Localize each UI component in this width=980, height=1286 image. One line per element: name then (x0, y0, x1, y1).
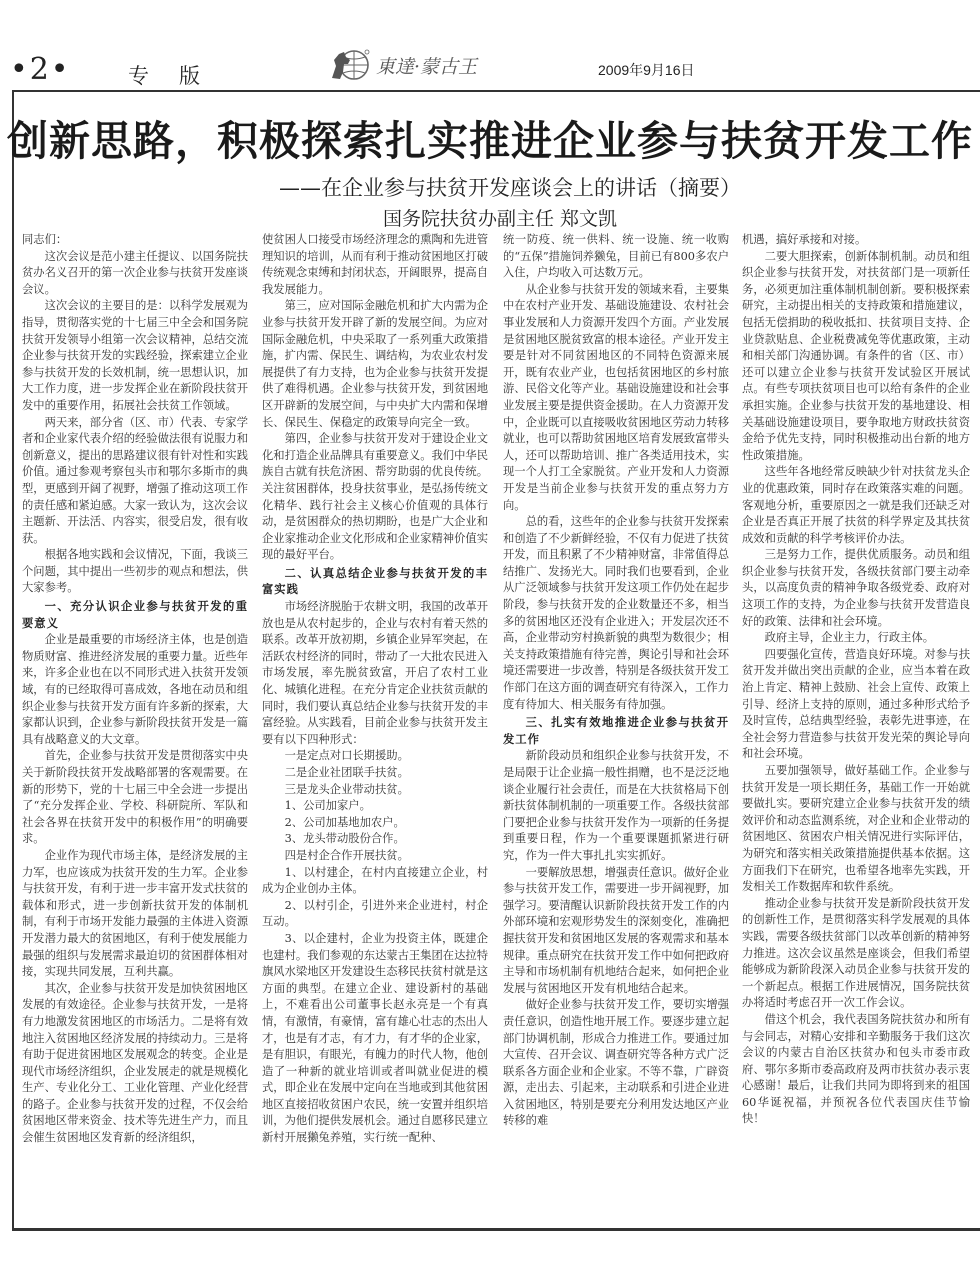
paragraph: 使贫困人口接受市场经济理念的熏陶和先进管理知识的培训，从而有利于推动贫困地区打破传统观念束缚和封闭状态，开阔眼界，提高自我发展能力。 (262, 233, 488, 296)
paragraph: 政府主导，企业主力，行政主体。 (764, 631, 935, 645)
paragraph: 总的看，这些年的企业参与扶贫开发探索和创造了不少新鲜经验，不仅有力促进了扶贫开发，而且积累了不少精神财富，非常值得总结推广、发扬光大。同时我们也要看到，企业从广泛领域参与扶贫开发这项工作仍处在起步阶段，参与扶贫开发的企业数量还不多，相当多的贫困地区还没有企业进入；开发层次还不高，企业带动穷村换新貌的典型为数很少；相关支持政策措施有待完善，舆论引导和社会环境还需要进一步改善，特别是各级扶贫开发工作部门在这方面的调查研究有待深入，工作力度有待加大、相关服务有待加强。 (503, 515, 729, 711)
section-heading: 二、认真总结企业参与扶贫开发的丰富实践 (262, 566, 488, 597)
article-column-2 (262, 232, 488, 1147)
article-author: 国务院扶贫办副主任 郑文凯 (382, 208, 618, 230)
page-number: •2• (10, 52, 71, 87)
paragraph: 推动企业参与扶贫开发是新阶段扶贫开发的创新性工作，是贯彻落实科学发展观的具体实践，需要各级扶贫部门以改革创新的精神努力推进。这次会议虽然是座谈会，但我们希望能够成为新阶段深入动员企业参与扶贫开发的一个新起点。根据工作进展情况，国务院扶贫办将适时考虑召开一次工作会议。 (742, 896, 970, 1010)
paragraph: 机遇，搞好承接和对接。 (742, 233, 867, 246)
paragraph: 3、以企建村，企业为投资主体，既建企也建村。我们参观的东达蒙古王集团在达拉特旗风水梁地区开发建设生态移民扶贫村就是这方面的典型。在建立企业、建设新村的基础上，不难看出公司董事长赵永亮是一个有真情，有激情，有豪情，富有雄心壮志的杰出人才，也是有才志，有才力，有才华的企业家，是有胆识，有眼光，有魄力的时代人物，他创造了一种新的就业培训或者叫就业促进的模式，即企业在发展中定向在当地或到其他贫困地区直接招收贫困户农民，统一安置并组织培训，为他们提供发展机会。通过自愿移民建立新村开展獭兔养殖，实行统一配种、 (262, 931, 488, 1145)
paragraph: 新阶段动员和组织企业参与扶贫开发，不是局限于让企业搞一般性捐赠，也不是泛泛地谈企业履行社会责任，而是在大扶贫格局下创新扶贫体制机制的一项重要工作。各级扶贫部门要把企业参与扶贫开发作为一项新的任务提到重要日程，作为一个重要课题抓紧进行研究，作为一件大事扎扎实实抓好。 (503, 749, 729, 862)
paragraph: 首先，企业参与扶贫开发是贯彻落实中央关于新阶段扶贫开发战略部署的客观需要。在新的形势下，党的十七届三中全会进一步提出了“充分发挥企业、学校、科研院所、军队和社会各界在扶贫开发中的积极作用”的明确要求。 (22, 749, 248, 846)
logo-text: 東達·蒙古王 (376, 55, 478, 78)
paragraph: 这些年各地经常反映缺少针对扶贫龙头企业的优惠政策，同时存在政策落实难的问题。客观地分析，重要原因之一就是我们还缺乏对企业是否真正开展了扶贫的科学界定及其扶贫成效和贡献的科学考核评价办法。 (742, 465, 970, 545)
article-subtitle: ——在企业参与扶贫开发座谈会上的讲话（摘要） (279, 176, 741, 200)
paragraph: 一要解放思想，增强责任意识。做好企业参与扶贫开发工作，需要进一步开阔视野，加强学习。要清醒认识新阶段扶贫开发工作的内外部环境和宏观形势发生的深刻变化，准确把握扶贫开发和贫困地区发展的客观需求和基本规律。重点研究在扶贫开发工作中如何把政府主导和市场机制有机地结合起来，如何把企业发展与贫困地区开发有机地结合起来。 (503, 865, 729, 995)
paragraph: 1、以村建企，在村内直接建立企业，村成为企业创办主体。 (262, 865, 488, 896)
masthead (0, 0, 980, 90)
paragraph: 做好企业参与扶贫开发工作，要切实增强责任意识，创造性地开展工作。要逐步建立起部门协调机制，形成合力推进工作。要通过加大宣传、召开会议、调查研究等各种方式广泛联系各方面企业和企业家。不等不靠，广辟资源，走出去、引起来，主动联系和引进企业进入贫困地区，特别是要充分利用发达地区产业转移的难 (503, 998, 729, 1128)
paragraph: 统一防疫、统一供料、统一设施、统一收购的“五保”措施饲养獭兔，目前已有800多农户入住，户均收入可达数万元。 (503, 233, 729, 280)
paragraph: 这次会议是范小建主任提议、以国务院扶贫办名义召开的第一次企业参与扶贫开发座谈会议。 (22, 249, 248, 296)
paragraph: 2、公司加基地加农户。 (284, 815, 405, 829)
paragraph: 三是努力工作，提供优质服务。动员和组织企业参与扶贫开发，各级扶贫部门要主动牵头，以高度负责的精神争取各级党委、政府对这项工作的支持，为企业参与扶贫开发营造良好的政策、法律和社会环境。 (742, 548, 970, 628)
paragraph: 第四，企业参与扶贫开发对于建设企业文化和打造企业品牌具有重要意义。我们中华民族自古就有扶危济困、帮穷助弱的优良传统。关注贫困群体，投身扶贫事业，是弘扬传统文化精华、践行社会主义核心价值观的具体行动，是贫困群众的热切期盼，也是广大企业和企业家推动企业文化形成和企业家精神价值实现的最好平台。 (262, 432, 488, 562)
paragraph: 企业作为现代市场主体，是经济发展的主力军，也应该成为扶贫开发的生力军。企业参与扶贫开发，有利于进一步丰富开发式扶贫的载体和形式，进一步创新扶贫开发的体制机制，有利于市场开发能力最强的主体进入资源开发潜力最大的贫困地区，有利于使发展能力最强的组织与发展需求最迫切的贫困群体相对接，实现共同发展，互利共赢。 (22, 848, 248, 979)
paragraph: 三是龙头企业带动扶贫。 (284, 782, 409, 796)
section-heading: 一、充分认识企业参与扶贫开发的重要意义 (22, 600, 248, 630)
salutation: 同志们： (22, 233, 68, 246)
paragraph: 二是企业社团联手扶贫。 (284, 766, 409, 779)
issue-date: 2009年9月16日 (598, 62, 695, 78)
section-name: 专版 (128, 64, 230, 88)
paragraph: 一是定点对口长期援助。 (284, 749, 409, 763)
paragraph: 3、龙头带动股份合作。 (284, 832, 405, 846)
paragraph: 二要大胆探索，创新体制机制。动员和组织企业参与扶贫开发，对扶贫部门是一项新任务，必须更加注重体制机制创新。要积极探索研究，主动提出相关的支持政策和措施建议，包括无偿捐助的税收抵扣、扶贫项目支持、企业贷款贴息、企业税费减免等优惠政策，主动和相关部门沟通协调。有条件的省（区、市）还可以建立企业参与扶贫开发试验区开展试点。有些专项扶贫项目也可以给有条件的企业承担实施。企业参与扶贫开发的基地建设、相关基础设施建设项目，要争取地方财政扶贫资金给予优先支持，同时积极推动出台新的地方性政策措施。 (742, 249, 970, 462)
paragraph: 五要加强领导，做好基础工作。企业参与扶贫开发是一项长期任务，基础工作一开始就要做扎实。要研究建立企业参与扶贫开发的绩效评价和动态监测系统，对企业和企业带动的贫困地区、贫困农户相关情况进行实际评估，为研究和落实相关政策措施提供基本依据。这方面我们下在研究，也希望各地率先实践，开发相关工作数据库和软件系统。 (742, 764, 970, 894)
article-column-3 (503, 232, 729, 1130)
paragraph: 四要强化宣传，营造良好环境。对参与扶贫开发并做出突出贡献的企业，应当本着在政治上肯定、精神上鼓励、社会上宣传、政策上引导、经济上支持的原则，通过多种形式给予及时宣传，总结典型经验，表彰先进事迹，在全社会努力营造参与扶贫开发光荣的舆论导向和社会环境。 (742, 647, 970, 761)
paragraph: 根据各地实践和会议情况，下面，我谈三个问题，其中提出一些初步的观点和想法，供大家参考。 (22, 548, 248, 595)
paragraph: 借这个机会，我代表国务院扶贫办和所有与会同志，对精心安排和辛勤服务于我们这次会议的内蒙古自治区扶贫办和包头市委市政府、鄂尔多斯市委高政府及两市扶贫办表示衷心感谢！最后，让我们共同为即将到来的祖国60华诞祝福，并预祝各位代表国庆佳节愉快！ (742, 1012, 970, 1126)
section-heading: 三、扎实有效地推进企业参与扶贫开发工作 (503, 716, 729, 746)
paragraph: 其次，企业参与扶贫开发是加快贫困地区发展的有效途径。企业参与扶贫开发，一是将有力地激发贫困地区的市场活力。二是将有效地注入贫困地区经济发展的持续动力。三是将有助于促进贫困地区发展观念的转变。企业是现代市场经济组织，企业发展走的就是规模化生产、专业化分工、工业化管理、产业化经营的路子。企业参与扶贫开发的过程，不仅会给贫困地区带来资金、技术等先进生产力，而且会催生贫困地区发育新的经济组织， (22, 981, 248, 1145)
paragraph: 这次会议的主要目的是：以科学发展观为指导，贯彻落实党的十七届三中全会和国务院扶贫开发领导小组第一次会议精神，总结交流企业参与扶贫开发的实践经验，探索建立企业参与扶贫开发的长效机制，统一思想认识，加大工作力度，进一步发挥企业在新阶段扶贫开发中的重要作用，拓展社会扶贫工作领域。 (22, 299, 248, 412)
paragraph: 市场经济脱胎于农耕文明，我国的改革开放也是从农村起步的，企业与农村有着天然的联系。改革开放初期，乡镇企业异军突起，在活跃农村经济的同时，带动了一大批农民进入市场发展，率先脱贫致富，开启了农村工业化、城镇化进程。在充分肯定企业扶贫贡献的同时，我们要认真总结企业参与扶贫开发的丰富经验。从实践看，目前企业参与扶贫开发主要有以下四种形式： (262, 600, 488, 746)
article-title: 创新思路，积极探索扎实推进企业参与扶贫开发工作 (7, 117, 973, 165)
paragraph: 2、以村引企，引进外来企业进村，村企互动。 (262, 898, 488, 929)
paragraph: 第三，应对国际金融危机和扩大内需为企业参与扶贫开发开辟了新的发展空间。为应对国际金融危机，中央采取了一系列重大政策措施，扩内需、保民生、调结构，为农业农村发展提供了有力支持，也为企业参与扶贫开发提供了难得机遇。企业参与扶贫开发，到贫困地区开辟新的发展空间，与中央扩大内需和保增长、保民生、保稳定的政策导向完全一致。 (262, 299, 488, 429)
paragraph: 两天来，部分省（区、市）代表、专家学者和企业家代表介绍的经验做法很有说服力和创新意义，提出的思路建议很有针对性和实践价值。通过参观考察包头市和鄂尔多斯市的典型，更感到开阔了视野，增强了推动这项工作的责任感和紧迫感。大家一致认为，这次会议主题新、开法活、内容实，很受启发，很有收获。 (22, 415, 248, 545)
newspaper-logo (330, 48, 477, 82)
article-column-4 (742, 232, 970, 1128)
paragraph: 1、公司加家户。 (284, 799, 371, 813)
paragraph: 从企业参与扶贫开发的领域来看，主要集中在农村产业开发、基础设施建设、农村社会事业发展和人力资源开发四个方面。产业发展是贫困地区脱贫致富的根本途径。产业开发主要是针对不同贫困地区的不同特色资源来展开，既有农业产业，也包括贫困地区的乡村旅游、民俗文化等产业。基础设施建设和社会事业发展主要是提供资金援助。在人力资源开发中，企业既可以直接吸收贫困地区劳动力转移就业，也可以帮助贫困地区培育发展致富带头人，还可以帮助培训、推广各类适用技术，实现一个人打工全家脱贫。产业开发和人力资源开发是当前企业参与扶贫开发的重点努力方向。 (503, 282, 729, 512)
paragraph: 四是村企合作开展扶贫。 (284, 848, 409, 862)
horse-globe-icon (330, 48, 370, 82)
article-column-1 (22, 232, 248, 1147)
paragraph: 企业是最重要的市场经济主体，也是创造物质财富、推进经济发展的重要力量。近些年来，许多企业也在以不同形式进入扶贫开发领域，有的已经取得可喜成效，各地在动员和组织企业参与扶贫开发方面有许多新的探索，大家都认识到，企业参与新阶段扶贫开发是一篇具有战略意义的大文章。 (22, 633, 248, 746)
